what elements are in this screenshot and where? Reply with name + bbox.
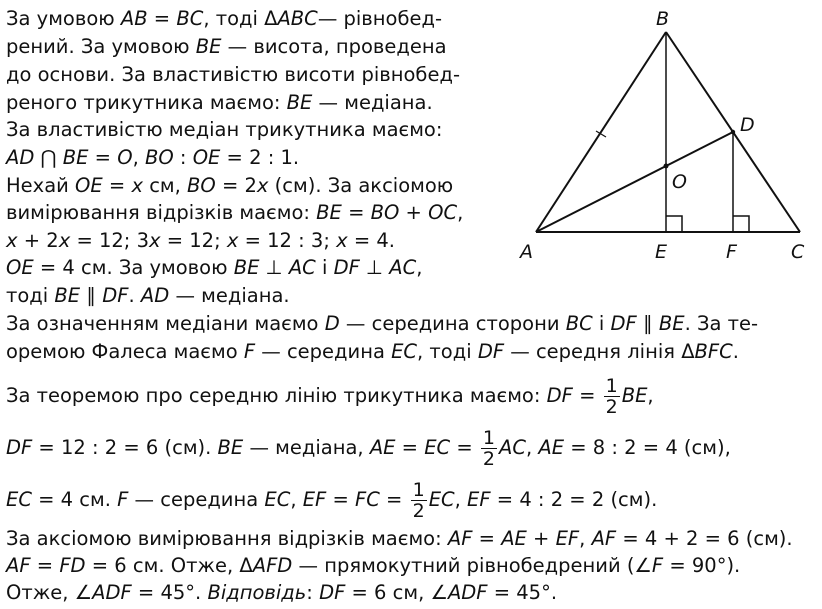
text-run: до основи. За властивістю висоти рівнобед- [6,63,460,86]
text-run: (см). За аксіомою [268,174,454,197]
text-line [6,35,447,59]
math-symbol: ABC [277,7,318,30]
text-run: . [732,340,739,363]
text-line [6,554,740,578]
fraction-one-half [481,428,497,469]
math-symbol: AFD [252,554,293,577]
text-line [6,284,290,308]
math-symbol: DF [6,436,33,459]
fraction-one-half [411,480,427,521]
text-run: оремою Фалеса маємо [6,340,244,363]
label-c: C [791,241,805,263]
math-symbol: EF [302,488,327,511]
triangle-figure [514,4,820,266]
math-symbol: x [6,229,18,252]
text-run: Нехай [6,174,76,197]
text-run: ⊥ [359,256,390,279]
math-symbol: OE [192,146,221,169]
text-line [6,340,739,364]
text-run: = [326,488,356,511]
text-run: = 12 : 2 = 6 (см). [32,436,218,459]
label-a: A [520,241,533,263]
text-run: — медіана, [243,436,370,459]
text-run: , тоді Δ [203,7,278,30]
text-run: = 4. [347,229,395,252]
text-line [6,201,463,225]
math-symbol: BC [176,7,204,30]
text-run: реного трикутника маємо: [6,91,287,114]
text-run: см, [143,174,188,197]
text-run: = [88,146,118,169]
fraction-denominator: 2 [412,500,425,522]
text-run: : [173,146,193,169]
text-run: = 4 + 2 = 6 (см). [616,527,793,550]
text-run: = [379,488,409,511]
text-run: і [315,256,334,279]
text-run: = [450,436,479,459]
math-symbol: BE [54,284,81,307]
math-symbol: FC [355,488,380,511]
text-run: = 12; 3 [70,229,149,252]
math-symbol: F [117,488,129,511]
text-run: рений. За умовою [6,35,196,58]
math-symbol: x [58,229,71,252]
text-run: = [341,201,371,224]
math-symbol: AD [140,284,170,307]
math-symbol: FD [59,554,86,577]
text-run: = 2 : 1. [220,146,300,169]
text-run: = 4 : 2 = 2 (см). [490,488,658,511]
text-line [6,256,422,280]
math-symbol: OE [6,256,34,279]
math-symbol: x [336,229,348,252]
text-run: За аксіомою вимірювання відрізків маємо: [6,527,448,550]
text-run: Отже, ∠ [6,581,93,604]
point-o [664,164,669,169]
right-angle-mark-f [733,216,749,232]
text-run: — медіана. [169,284,290,307]
math-symbol: BO [144,146,174,169]
text-run: ∥ [80,284,103,307]
math-symbol: BO [370,201,400,224]
math-symbol: OC [428,201,458,224]
side-ab [536,32,666,232]
text-run: , [579,527,592,550]
math-symbol: BE [62,146,89,169]
math-symbol: BE [195,35,222,58]
text-run: вимірювання відрізків маємо: [6,201,317,224]
text-line [6,527,793,551]
text-run: = 6 см. Отже, Δ [85,554,253,577]
text-run: = 45°. [487,581,558,604]
math-symbol: DF [319,581,346,604]
math-symbol: AC [389,256,417,279]
math-symbol: EC [391,340,418,363]
text-run: ∥ [636,312,659,335]
text-run: = 90°). [663,554,741,577]
text-run: — середина сторони [339,312,566,335]
math-symbol: x [131,174,143,197]
text-run: , [647,384,654,407]
math-symbol: ADF [447,581,488,604]
text-run: = 4 см. За умовою [33,256,234,279]
math-symbol: Відповідь [207,581,307,604]
text-line [6,174,453,198]
text-run: , [454,488,468,511]
math-symbol: AC [288,256,316,279]
math-symbol: BE [316,201,342,224]
math-symbol: AD [6,146,35,169]
text-run: . [128,284,141,307]
math-symbol: DF [102,284,129,307]
math-symbol: x [256,174,269,197]
math-symbol: BE [621,384,648,407]
math-symbol: AE [538,436,565,459]
math-symbol: O [117,146,133,169]
fraction-one-half [604,376,620,417]
label-o: O [672,171,687,193]
math-symbol: AF [591,527,617,550]
text-run: = 6 см, ∠ [345,581,448,604]
text-run: + [526,527,556,550]
math-symbol: AE [501,527,527,550]
math-symbol: EC [264,488,291,511]
math-symbol: AE [369,436,396,459]
math-symbol: BFC [694,340,733,363]
text-line [6,7,442,31]
text-run: , [416,256,423,279]
text-run: = [395,436,425,459]
math-symbol: F [651,554,664,577]
math-symbol: D [324,312,340,335]
text-run: + [399,201,429,224]
math-symbol: BE [286,91,313,114]
fraction-numerator: 1 [482,427,496,449]
math-symbol: AF [6,554,31,577]
text-run: — рівнобед- [317,7,443,30]
math-symbol: BE [217,436,244,459]
text-run: — середина [128,488,265,511]
fraction-numerator: 1 [605,375,618,397]
text-run: = [147,7,177,30]
text-run: = 45°. [131,581,208,604]
text-run: , [132,146,145,169]
label-f: F [726,241,737,263]
text-run: — медіана. [312,91,433,114]
math-symbol: DF [333,256,360,279]
text-run: , [457,201,464,224]
math-symbol: BE [658,312,685,335]
text-run: — прямокутний рівнобедрений (∠ [292,554,652,577]
text-run: ⊥ [259,256,289,279]
text-line [6,376,654,417]
text-line [6,118,442,142]
math-symbol: DF [610,312,637,335]
math-symbol: x [148,229,161,252]
math-symbol: EC [424,436,451,459]
text-run: — висота, проведена [221,35,447,58]
text-run: = [472,527,502,550]
text-run: = [102,174,132,197]
text-run: = 8 : 2 = 4 (см), [564,436,731,459]
text-line [6,91,433,115]
math-symbol: BO [187,174,216,197]
math-symbol: DF [546,384,573,407]
point-d [731,130,735,134]
text-line [6,581,557,605]
label-d: D [740,114,755,136]
math-symbol: F [243,340,256,363]
math-symbol: EF [467,488,491,511]
text-run: За теоремою про середню лінію трикутника маємо: [6,384,547,407]
label-b: B [656,8,670,30]
text-line [6,146,299,170]
math-symbol: BE [233,256,260,279]
math-symbol: EC [428,488,455,511]
fraction-denominator: 2 [482,448,496,470]
text-run: : [306,581,320,604]
text-line [6,480,657,521]
math-symbol: AF [447,527,473,550]
text-run: = [30,554,60,577]
text-run: , [525,436,539,459]
math-symbol: AB [120,7,148,30]
text-run: — середня лінія Δ [504,340,695,363]
fraction-numerator: 1 [412,479,425,501]
text-line [6,63,460,87]
text-run: = [572,384,602,407]
text-run: і [592,312,611,335]
math-symbol: AC [499,436,526,459]
math-symbol: EF [555,527,580,550]
label-e: E [655,241,668,263]
text-run: , [290,488,303,511]
math-symbol: OE [75,174,103,197]
math-symbol: x [226,229,239,252]
math-symbol: EC [6,488,32,511]
text-run: = 4 см. [31,488,118,511]
text-run: = 12; [160,229,227,252]
text-run: + 2 [17,229,59,252]
text-line [6,229,395,253]
math-symbol: DF [477,340,505,363]
text-run: тоді [6,284,55,307]
fraction-denominator: 2 [605,396,618,418]
text-run: . За те- [684,312,759,335]
text-line [6,312,758,336]
text-run: , тоді [417,340,478,363]
median-ad [536,132,733,232]
text-run: За означенням медіани маємо [6,312,325,335]
text-run: За властивістю медіан трикутника маємо: [6,118,443,141]
text-run: ⋂ [34,146,63,169]
text-run: — середина [255,340,392,363]
math-symbol: ADF [92,581,132,604]
right-angle-mark-e [666,216,682,232]
text-run: = 2 [215,174,257,197]
math-symbol: BC [565,312,593,335]
text-line [6,428,731,469]
text-run: = 12 : 3; [238,229,337,252]
text-run: За умовою [6,7,121,30]
